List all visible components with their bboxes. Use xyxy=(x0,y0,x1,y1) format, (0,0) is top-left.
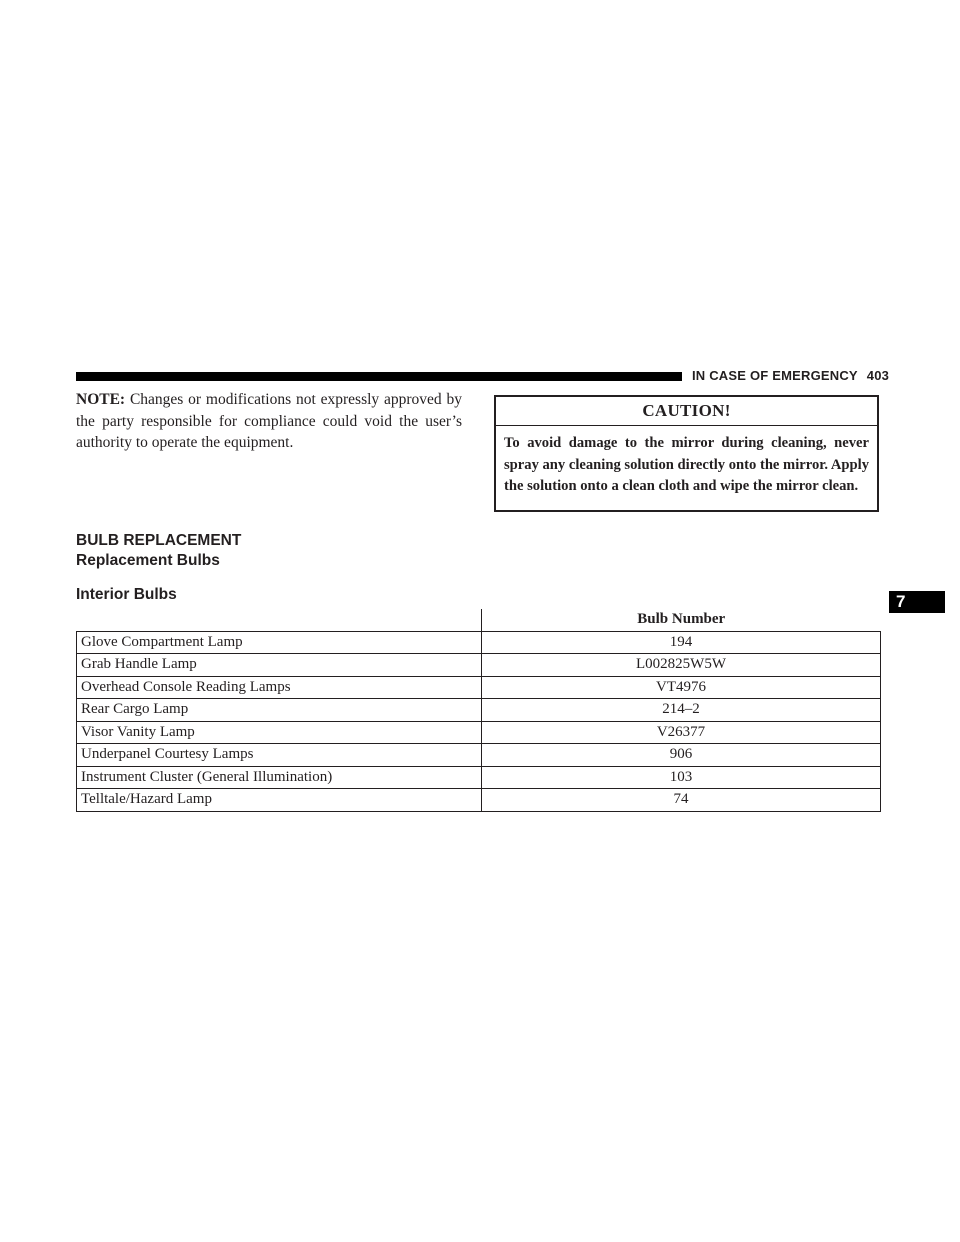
lamp-name: Grab Handle Lamp xyxy=(77,654,482,677)
table-header-bulb-number: Bulb Number xyxy=(482,609,881,631)
bulb-number: 74 xyxy=(482,789,881,812)
section-heading: BULB REPLACEMENT xyxy=(76,532,242,549)
lamp-name: Glove Compartment Lamp xyxy=(77,631,482,654)
table-row xyxy=(77,744,881,767)
note-label: NOTE: xyxy=(76,391,126,408)
page-number: 403 xyxy=(866,368,890,383)
table-header-row xyxy=(77,609,881,631)
lamp-name: Overhead Console Reading Lamps xyxy=(77,676,482,699)
table-row xyxy=(77,631,881,654)
table-row xyxy=(77,676,881,699)
caution-text: To avoid damage to the mirror during cleaning, never spray any cleaning solution directly onto the mirror. Apply the solution onto a clean cloth and wipe the mirror clean. xyxy=(504,435,870,494)
caution-box xyxy=(494,395,879,512)
chapter-tab: 7 xyxy=(889,591,945,613)
table-title: Interior Bulbs xyxy=(76,586,177,603)
bulb-number: 214–2 xyxy=(482,699,881,722)
table-row xyxy=(77,766,881,789)
lamp-name: Instrument Cluster (General Illumination) xyxy=(77,766,482,789)
table-row xyxy=(77,721,881,744)
bulb-number: 194 xyxy=(482,631,881,654)
bulb-number: V26377 xyxy=(482,721,881,744)
table-row xyxy=(77,654,881,677)
lamp-name: Visor Vanity Lamp xyxy=(77,721,482,744)
caution-title: CAUTION! xyxy=(496,397,877,426)
note-text: Changes or modifications not expressly approved by the party responsible for compliance could void the user’s authority to operate the equipment. xyxy=(76,391,463,451)
section-title: IN CASE OF EMERGENCY xyxy=(692,368,858,383)
bulb-number: 103 xyxy=(482,766,881,789)
bulb-number: L002825W5W xyxy=(482,654,881,677)
interior-bulbs-table xyxy=(76,609,881,812)
table-header-blank xyxy=(77,609,482,631)
bulb-number: VT4976 xyxy=(482,676,881,699)
note-paragraph xyxy=(76,389,462,454)
lamp-name: Rear Cargo Lamp xyxy=(77,699,482,722)
lamp-name: Telltale/Hazard Lamp xyxy=(77,789,482,812)
subsection-heading: Replacement Bulbs xyxy=(76,552,220,569)
header-rule xyxy=(76,372,682,381)
bulb-number: 906 xyxy=(482,744,881,767)
table-row xyxy=(77,699,881,722)
running-header xyxy=(692,368,889,383)
lamp-name: Underpanel Courtesy Lamps xyxy=(77,744,482,767)
table-row xyxy=(77,789,881,812)
